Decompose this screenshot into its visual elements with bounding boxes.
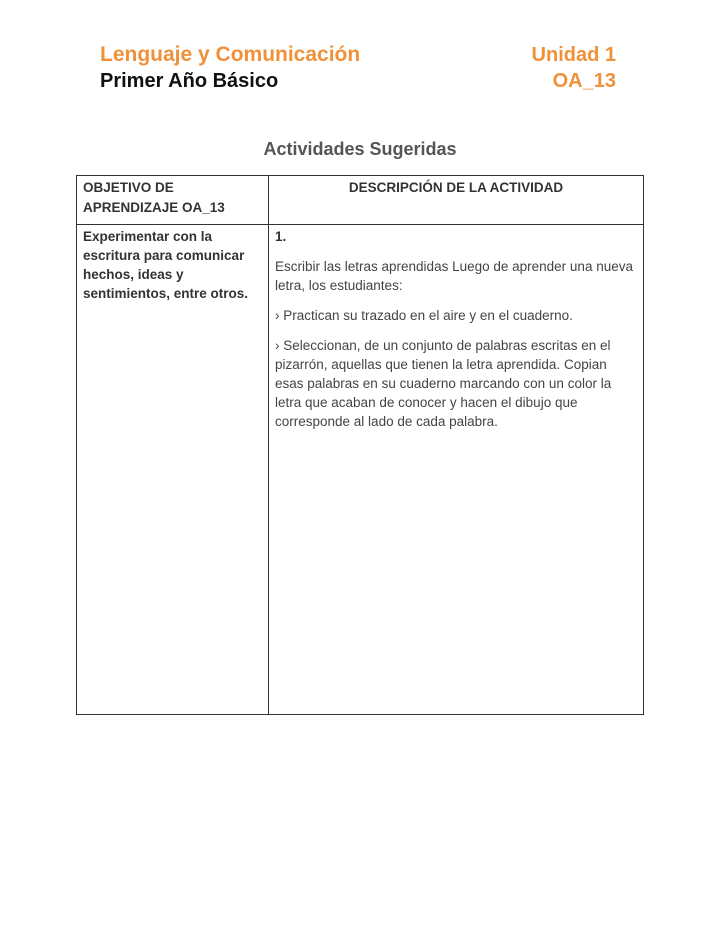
description-cell — [269, 225, 644, 715]
activities-table — [76, 175, 644, 715]
objective-cell: Experimentar con la escritura para comunicar hechos, ideas y sentimientos, entre otros. — [77, 225, 269, 715]
activity-paragraph: Escribir las letras aprendidas Luego de aprender una nueva letra, los estudiantes: — [275, 259, 633, 293]
activity-bullet: › Seleccionan, de un conjunto de palabras escritas en el pizarrón, aquellas que tienen la letra aprendida. Copian esas palabras en su cuaderno marcando con un color la letra que acaban de conocer y hacen el dibujo que corresponde al lado de cada palabra. — [275, 338, 612, 429]
table-row — [77, 225, 644, 715]
column-header-objective: OBJETIVO DE APRENDIZAJE OA_13 — [77, 176, 269, 225]
unit-label: Unidad 1 — [531, 44, 616, 66]
objective-code: OA_13 — [552, 70, 616, 92]
header-left — [100, 42, 360, 94]
table-header-row — [77, 176, 644, 225]
column-header-description: DESCRIPCIÓN DE LA ACTIVIDAD — [269, 176, 644, 225]
section-title: Actividades Sugeridas — [263, 139, 457, 159]
subject-title: Lenguaje y Comunicación — [100, 43, 361, 66]
activity-number: 1. — [275, 229, 287, 244]
header-right — [532, 42, 616, 94]
activity-bullet: › Practican su trazado en el aire y en el cuaderno. — [275, 308, 573, 323]
grade-title: Primer Año Básico — [100, 70, 279, 92]
